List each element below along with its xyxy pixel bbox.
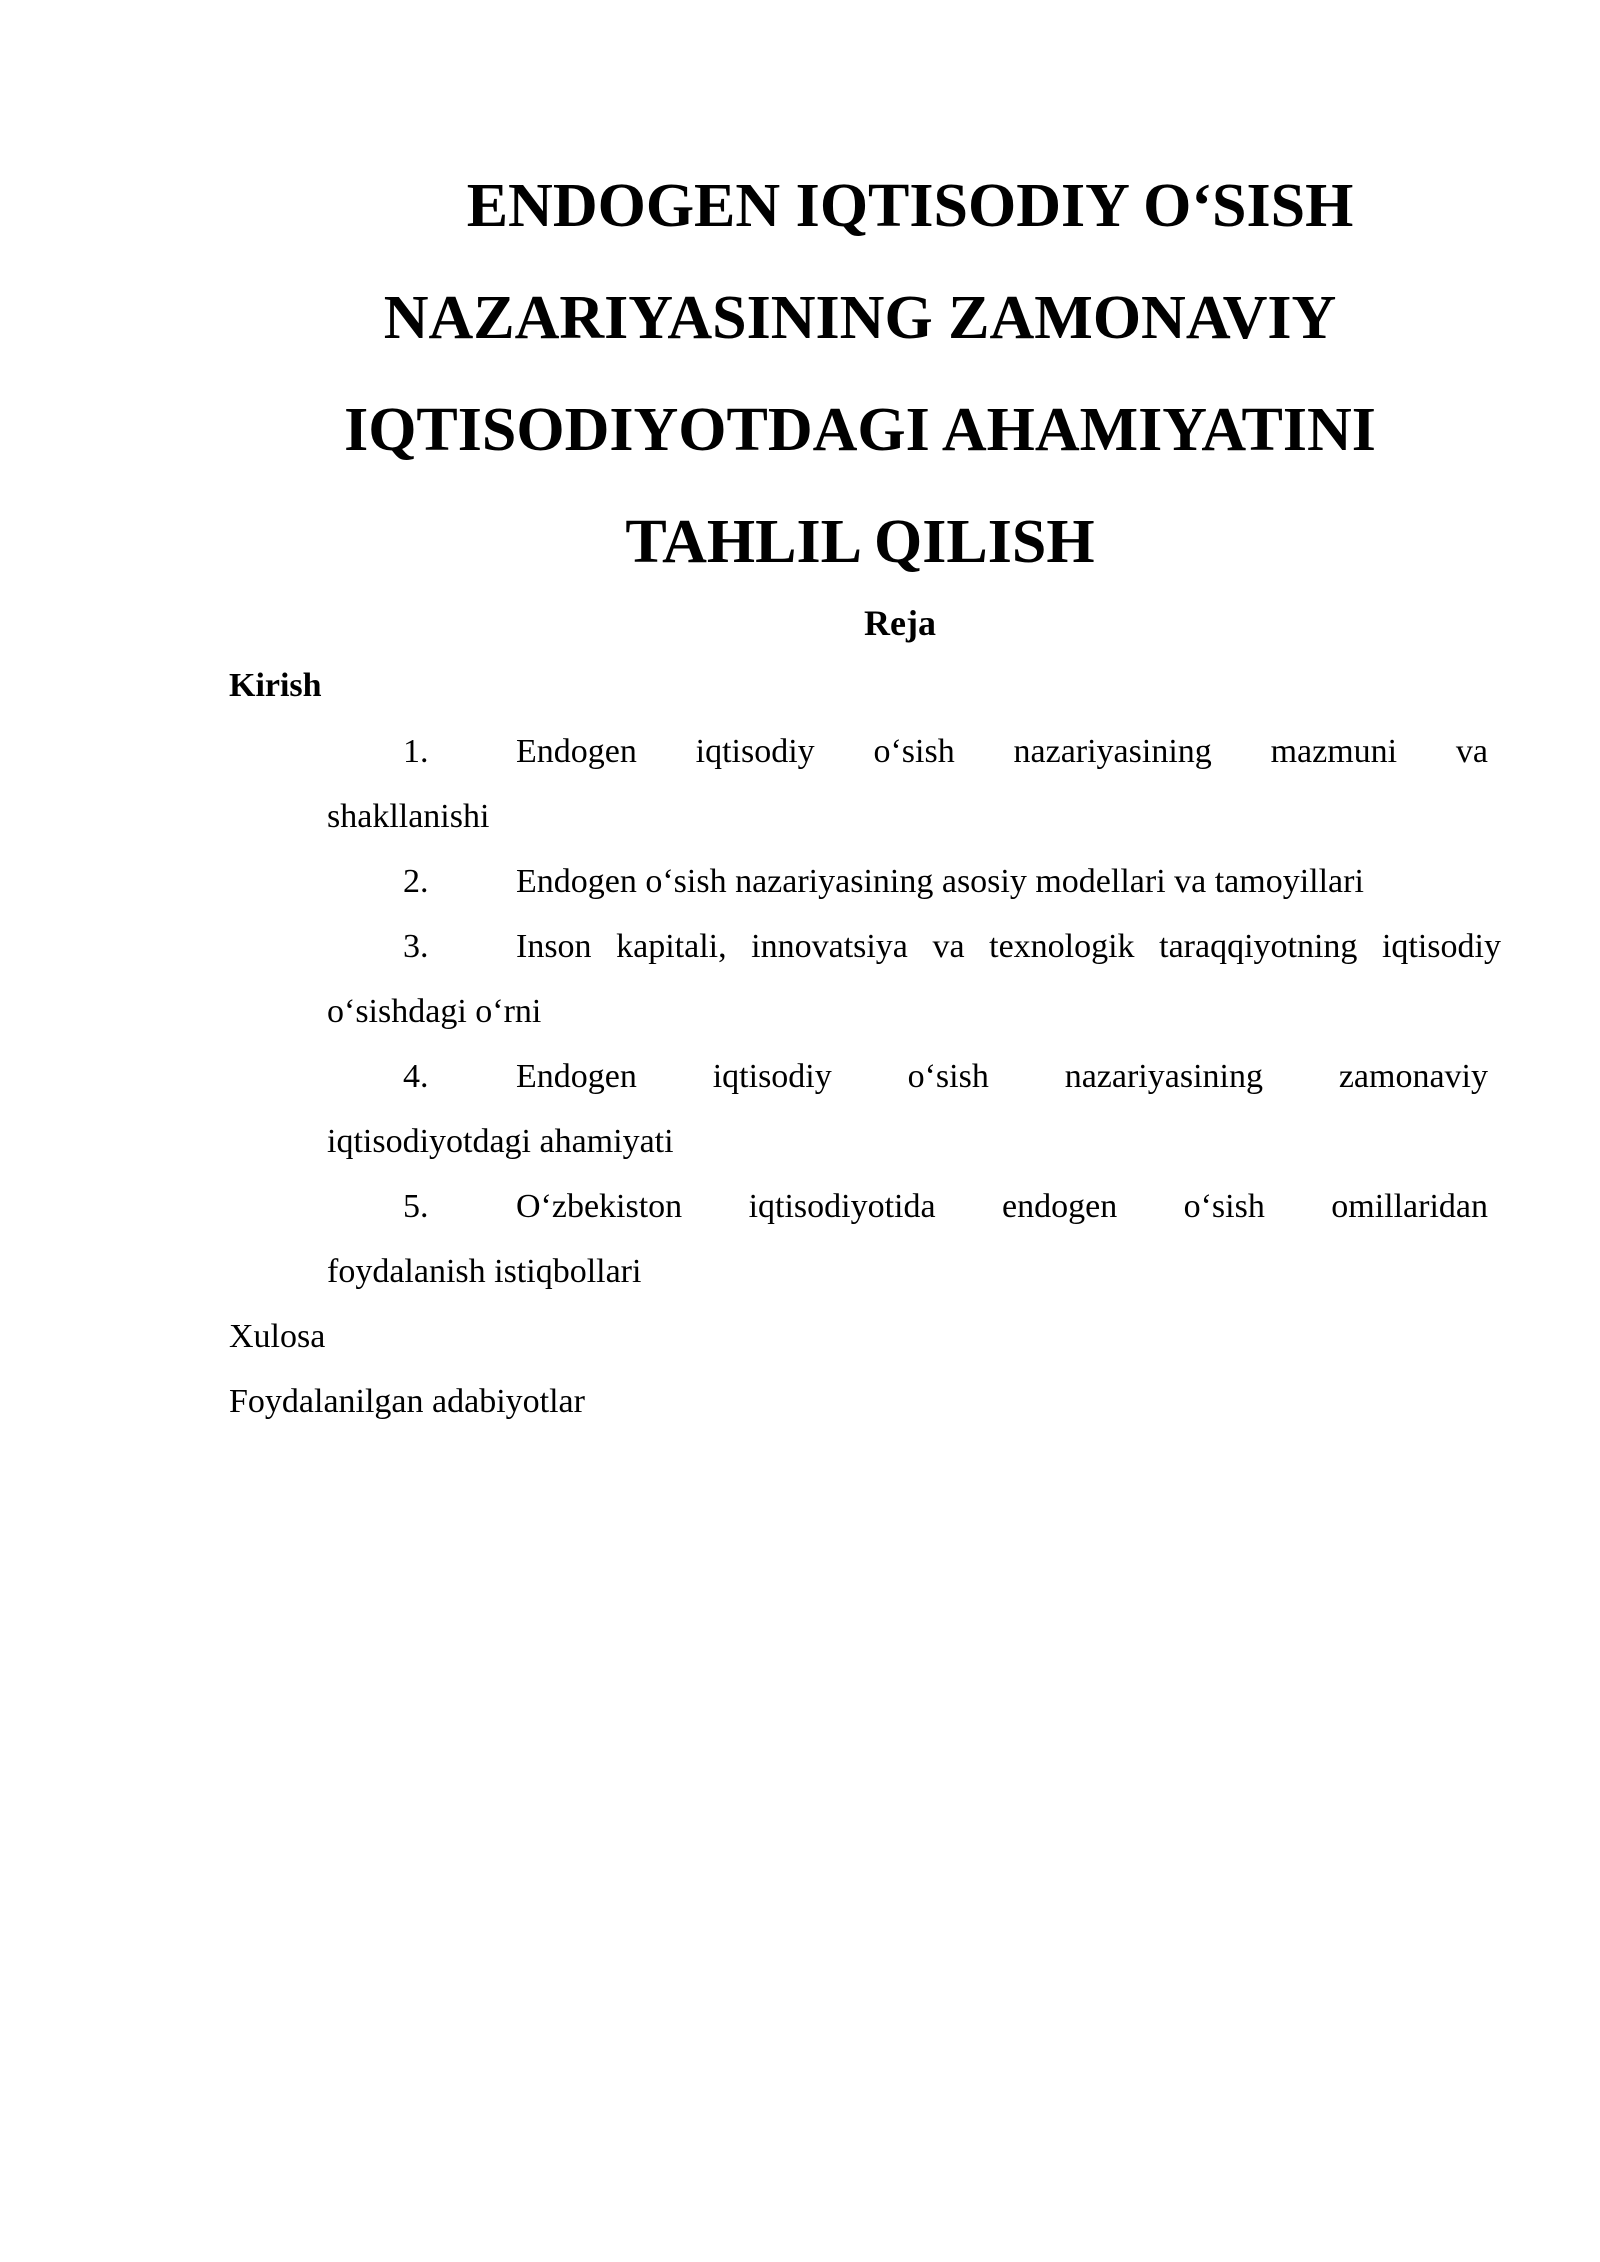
plan-item-text: Endogen iqtisodiy o‘sish nazariyasining zamonaviy (516, 1058, 1488, 1095)
references-heading: Foydalanilgan adabiyotlar (229, 1383, 585, 1420)
plan-item-text: Inson kapitali, innovatsiya va texnologik taraqqiyotning iqtisodiy (516, 928, 1501, 965)
intro-heading: Kirish (229, 667, 322, 704)
plan-heading: Reja (864, 603, 936, 643)
plan-item-1-continuation: shakllanishi (327, 798, 490, 835)
plan-item-number: 1. (403, 733, 429, 770)
plan-item-number: 4. (403, 1058, 429, 1095)
plan-item-3-continuation: o‘sishdagi o‘rni (327, 993, 542, 1030)
plan-item-number: 2. (403, 863, 429, 900)
plan-item-text: Endogen iqtisodiy o‘sish nazariyasining mazmuni va (516, 733, 1488, 770)
plan-item-number: 5. (403, 1188, 429, 1225)
title-line-4: TAHLIL QILISH (625, 508, 1095, 576)
title-line-2: NAZARIYASINING ZAMONAVIY (383, 284, 1337, 352)
plan-item-number: 3. (403, 928, 429, 965)
document-title (230, 150, 1490, 598)
plan-item-5-continuation: foydalanish istiqbollari (327, 1253, 642, 1290)
plan-item-4-continuation: iqtisodiyotdagi ahamiyati (327, 1123, 674, 1160)
title-line-3: IQTISODIYOTDAGI AHAMIYATINI (344, 396, 1376, 464)
conclusion-heading: Xulosa (229, 1318, 326, 1355)
title-line-1: ENDOGEN IQTISODIY O‘SISH (466, 172, 1354, 240)
plan-item-text: Endogen o‘sish nazariyasining asosiy modellari va tamoyillari (516, 863, 1364, 900)
plan-item-text: O‘zbekiston iqtisodiyotida endogen o‘sish omillaridan (516, 1188, 1488, 1225)
